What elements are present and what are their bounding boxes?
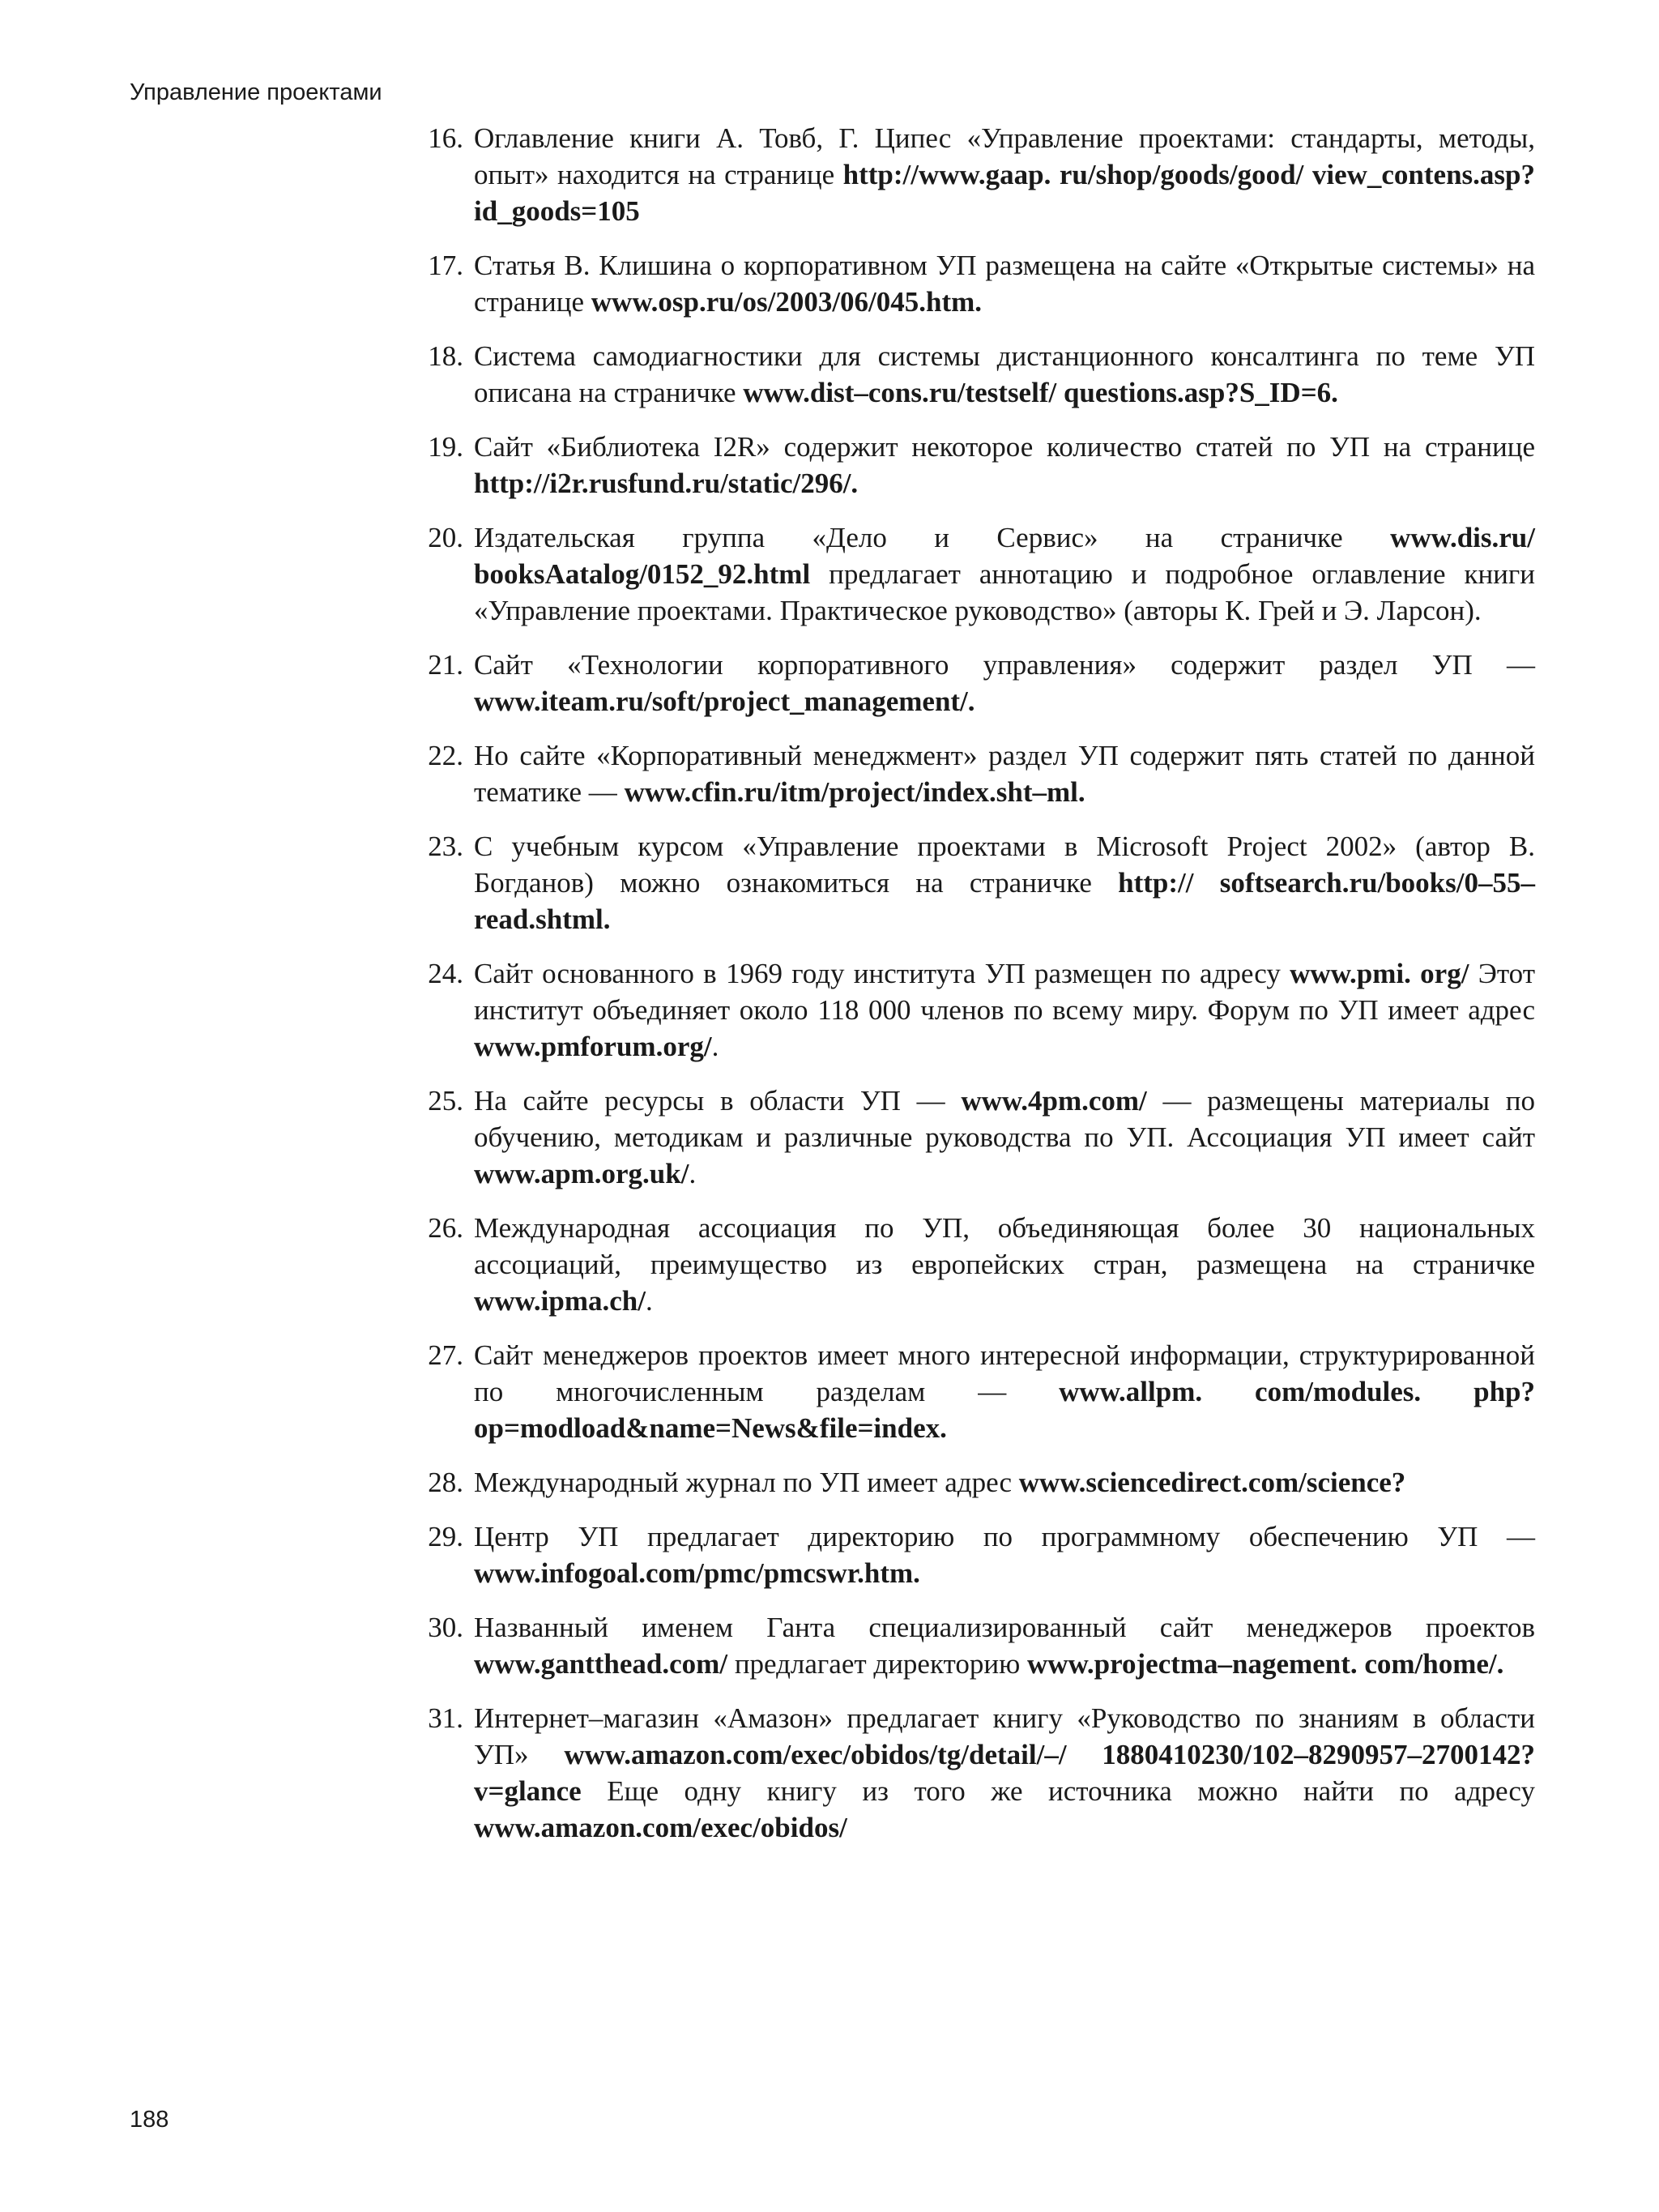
reference-url: www.dis.ru/ booksAatalog/0152_92.html: [474, 522, 1535, 590]
reference-text-run: предлагает директорию: [727, 1648, 1027, 1680]
reference-item: [413, 1700, 1535, 1846]
reference-text: [474, 649, 1535, 717]
reference-text: [474, 740, 1535, 808]
reference-text-run: Названный именем Ганта специализированный сайт менеджеров проектов: [474, 1612, 1535, 1643]
reference-text: [474, 1702, 1535, 1843]
reference-url: http://www.gaap. ru/shop/goods/good/ view_contens.asp?id_goods=105: [474, 159, 1535, 227]
reference-url: www.projectma–nagement. com/home/.: [1026, 1648, 1504, 1680]
reference-text-run: На сайте ресурсы в области УП —: [474, 1085, 962, 1117]
reference-text-run: С учебным курсом «Управление проектами в Microsoft Project 2002» (автор В. Богданов) можно ознакомиться на страничке: [474, 831, 1535, 899]
reference-text: [474, 1612, 1535, 1680]
reference-item: [413, 955, 1535, 1065]
reference-url: www.ipma.ch/: [474, 1285, 646, 1317]
reference-url: www.amazon.com/exec/obidos/tg/detail/–/ 1880410230/102–8290957–2700142?v=glance: [474, 1739, 1536, 1807]
reference-text: [474, 1467, 1405, 1498]
reference-url: www.osp.ru/os/2003/06/045.htm.: [591, 286, 983, 318]
reference-number: 21.: [428, 649, 463, 681]
reference-text-run: предлагает аннотацию и подробное оглавление книги «Управление проектами. Практическое руководство» (авторы К. Грей и Э. Ларсон).: [474, 558, 1535, 626]
reference-item: [413, 828, 1535, 937]
reference-text-run: Система самодиагностики для системы дистанционного консалтинга по теме УП описана на страничке: [474, 340, 1535, 408]
reference-url: www.iteam.ru/soft/project_management/.: [474, 685, 975, 717]
reference-number: 20.: [428, 522, 463, 553]
reference-text-run: Этот институт объединяет около 118 000 членов по всему миру. Форум по УП имеет адрес: [474, 958, 1535, 1026]
reference-text-run: .: [645, 1285, 653, 1317]
reference-text-run: Еще одну книгу из того же источника можно найти по адресу: [581, 1775, 1535, 1807]
reference-item: [413, 1609, 1535, 1682]
reference-item: [413, 519, 1535, 629]
reference-number: 28.: [428, 1467, 463, 1498]
reference-text: [474, 522, 1535, 626]
reference-item: [413, 1518, 1535, 1591]
reference-text-run: Сайт «Технологии корпоративного управления» содержит раздел УП —: [474, 649, 1535, 681]
reference-text: [474, 831, 1535, 935]
reference-item: [413, 429, 1535, 502]
reference-number: 17.: [428, 250, 463, 281]
reference-text: [474, 1212, 1535, 1317]
reference-number: 18.: [428, 340, 463, 372]
reference-url: www.dist–cons.ru/testself/ questions.asp?S_ID=6.: [743, 377, 1338, 408]
reference-number: 27.: [428, 1339, 463, 1371]
reference-text: [474, 250, 1535, 318]
reference-text: [474, 1339, 1535, 1444]
reference-text-run: Международная ассоциация по УП, объединяющая более 30 национальных ассоциаций, преимущество из европейских стран, размещена на страничке: [474, 1212, 1535, 1280]
reference-url: www.infogoal.com/pmc/pmcswr.htm.: [474, 1557, 920, 1589]
reference-text-run: Международный журнал по УП имеет адрес: [474, 1467, 1019, 1498]
reference-item: [413, 120, 1535, 229]
reference-url: www.4pm.com/: [961, 1085, 1147, 1117]
reference-url: http://i2r.rusfund.ru/static/296/.: [474, 468, 859, 499]
reference-text: [474, 958, 1535, 1062]
reference-number: 19.: [428, 431, 463, 463]
reference-text-run: Издательская группа «Дело и Сервис» на страничке: [474, 522, 1391, 553]
reference-item: [413, 1337, 1535, 1446]
reference-url: www.allpm. com/modules. php?op=modload&name=News&file=index.: [474, 1376, 1535, 1444]
reference-url: www.amazon.com/exec/obidos/: [474, 1812, 847, 1843]
reference-text: [474, 340, 1535, 408]
running-head: Управление проектами: [130, 79, 382, 105]
reference-text-run: Статья В. Клишина о корпоративном УП размещена на сайте «Открытые системы» на странице: [474, 250, 1535, 318]
reference-item: [413, 1464, 1535, 1501]
reference-number: 29.: [428, 1521, 463, 1552]
reference-number: 30.: [428, 1612, 463, 1643]
reference-url: www.pmforum.org/: [474, 1031, 712, 1062]
reference-text-run: Сайт менеджеров проектов имеет много интересной информации, структурированной по многочисленным разделам —: [474, 1339, 1535, 1407]
reference-item: [413, 1210, 1535, 1319]
reference-url: www.cfin.ru/itm/project/index.sht–ml.: [624, 776, 1085, 808]
reference-text-run: — размещены материалы по обучению, методикам и различные руководства по УП. Ассоциация УП имеет сайт: [474, 1085, 1535, 1153]
page-number: 188: [130, 2107, 169, 2133]
reference-text: [474, 1521, 1535, 1589]
reference-number: 31.: [428, 1702, 463, 1734]
reference-item: [413, 338, 1535, 411]
reference-number: 26.: [428, 1212, 463, 1244]
reference-text: [474, 122, 1535, 227]
reference-url: http:// softsearch.ru/books/0–55–read.shtml.: [474, 867, 1535, 935]
reference-number: 22.: [428, 740, 463, 771]
reference-text-run: Центр УП предлагает директорию по программному обеспечению УП —: [474, 1521, 1535, 1552]
reference-item: [413, 737, 1535, 810]
reference-text-run: .: [689, 1158, 697, 1189]
reference-url: www.pmi. org/: [1290, 958, 1469, 989]
reference-url: www.sciencedirect.com/science?: [1018, 1467, 1406, 1498]
reference-text-run: .: [711, 1031, 719, 1062]
reference-number: 25.: [428, 1085, 463, 1117]
reference-item: [413, 1083, 1535, 1192]
reference-text: [474, 431, 1535, 499]
reference-text-run: Интернет–магазин «Амазон» предлагает книгу «Руководство по знаниям в области УП»: [474, 1702, 1535, 1770]
reference-text-run: Оглавление книги А. Товб, Г. Ципес «Управление проектами: стандарты, методы, опыт» находится на странице: [474, 122, 1535, 190]
reference-list-container: [413, 120, 1535, 1864]
reference-list: [413, 120, 1535, 1846]
reference-item: [413, 247, 1535, 320]
reference-number: 23.: [428, 831, 463, 862]
reference-item: [413, 647, 1535, 720]
reference-url: www.gantthead.com/: [474, 1648, 728, 1680]
reference-text: [474, 1085, 1535, 1189]
reference-text-run: Сайт «Библиотека I2R» содержит некоторое количество статей по УП на странице: [474, 431, 1535, 463]
reference-url: www.apm.org.uk/: [474, 1158, 689, 1189]
reference-number: 16.: [428, 122, 463, 154]
reference-text-run: Но сайте «Корпоративный менеджмент» раздел УП содержит пять статей по данной тематике —: [474, 740, 1535, 808]
reference-number: 24.: [428, 958, 463, 989]
reference-text-run: Сайт основанного в 1969 году института УП размещен по адресу: [474, 958, 1290, 989]
